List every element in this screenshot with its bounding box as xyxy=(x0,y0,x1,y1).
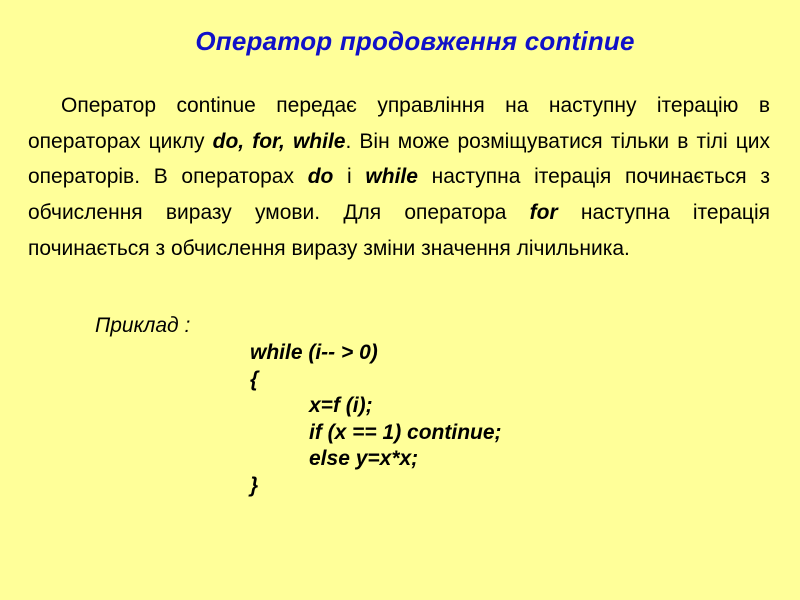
paragraph-segment: і xyxy=(333,165,366,189)
code-line: else y=x*x; xyxy=(309,447,419,470)
paragraph-segment: наступна ітерація починається з обчислення виразу умови. Для оператора xyxy=(28,165,770,225)
body-paragraph xyxy=(28,88,770,267)
paragraph-segment: . Він може розміщуватися тільки в тілі цих операторів. В операторах xyxy=(28,129,771,189)
slide-title: Оператор продовження continue xyxy=(195,26,635,56)
keyword-for: for xyxy=(529,201,558,225)
keyword-while: while xyxy=(365,165,418,189)
paragraph-segment: Оператор continue передає управління на наступну ітерацію в операторах циклу xyxy=(28,94,770,153)
code-line: if (x == 1) continue; xyxy=(309,420,502,444)
code-line: } xyxy=(250,473,259,497)
keyword-do: do xyxy=(307,165,334,189)
example-label: Приклад : xyxy=(95,314,191,337)
code-example xyxy=(250,340,502,499)
keyword-loops: do, for, while xyxy=(212,129,346,153)
code-line: x=f (i); xyxy=(309,394,373,417)
code-line: { xyxy=(250,367,259,391)
paragraph-segment: наступна ітерація починається з обчислення виразу зміни значення лічильника. xyxy=(28,201,770,260)
code-line: while (i-- > 0) xyxy=(250,341,378,364)
